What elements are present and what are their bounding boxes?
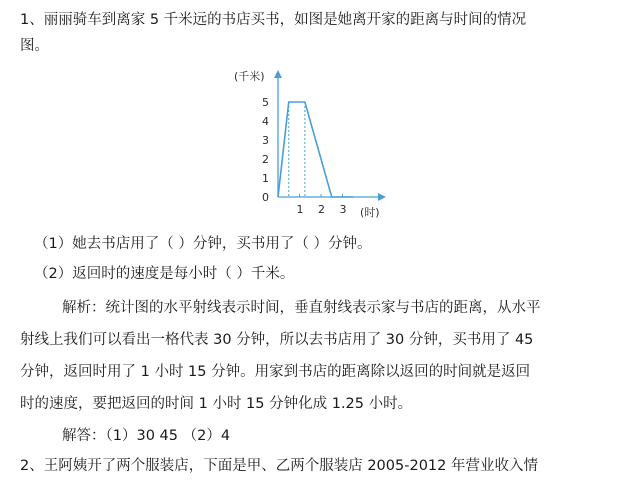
x-axis-unit-label: (时): [360, 206, 380, 219]
y-axis-unit-label: (千米): [234, 70, 265, 83]
y-tick-label-3: 3: [262, 134, 269, 147]
y-tick-label-0: 0: [262, 191, 269, 204]
x-tick-label-2: 2: [318, 203, 325, 216]
y-tick-label-2: 2: [262, 153, 269, 166]
question-2-stem-line-1: 2、王阿姨开了两个服装店，下面是甲、乙两个服装店 2005-2012 年营业收入情: [20, 458, 538, 474]
analysis-line-2: 射线上我们可以看出一格代表 30 分钟，所以去书店用了 30 分钟，买书用了 45: [20, 332, 534, 348]
y-tick-label-1: 1: [262, 172, 269, 185]
distance-series-line: [278, 102, 353, 197]
question-1-stem-line-1: 1、丽丽骑车到离家 5 千米远的书店买书，如图是她离开家的距离与时间的情况: [20, 12, 527, 28]
answer-line: 解答：（1）30 45 （2）4: [62, 428, 231, 444]
y-tick-label-4: 4: [262, 115, 269, 128]
x-axis-arrow: [378, 193, 386, 201]
x-tick-label-3: 3: [339, 203, 347, 216]
y-tick-label-5: 5: [262, 96, 269, 109]
question-1-part-1: （1）她去书店用了（ ）分钟，买书用了（ ）分钟。: [34, 236, 372, 252]
analysis-line-1: 解析：统计图的水平射线表示时间，垂直射线表示家与书店的距离，从水平: [62, 300, 541, 316]
question-1-part-2: （2）返回时的速度是每小时（ ）千米。: [34, 266, 295, 282]
y-axis-arrow: [274, 70, 282, 78]
distance-time-graph: [228, 64, 398, 224]
analysis-line-3: 分钟，返回时用了 1 小时 15 分钟。用家到书店的距离除以返回的时间就是返回: [20, 364, 531, 380]
analysis-line-4: 时的速度，要把返回的时间 1 小时 15 分钟化成 1.25 小时。: [20, 396, 413, 412]
question-1-stem-line-2: 图。: [20, 38, 49, 54]
x-tick-label-1: 1: [296, 203, 304, 216]
